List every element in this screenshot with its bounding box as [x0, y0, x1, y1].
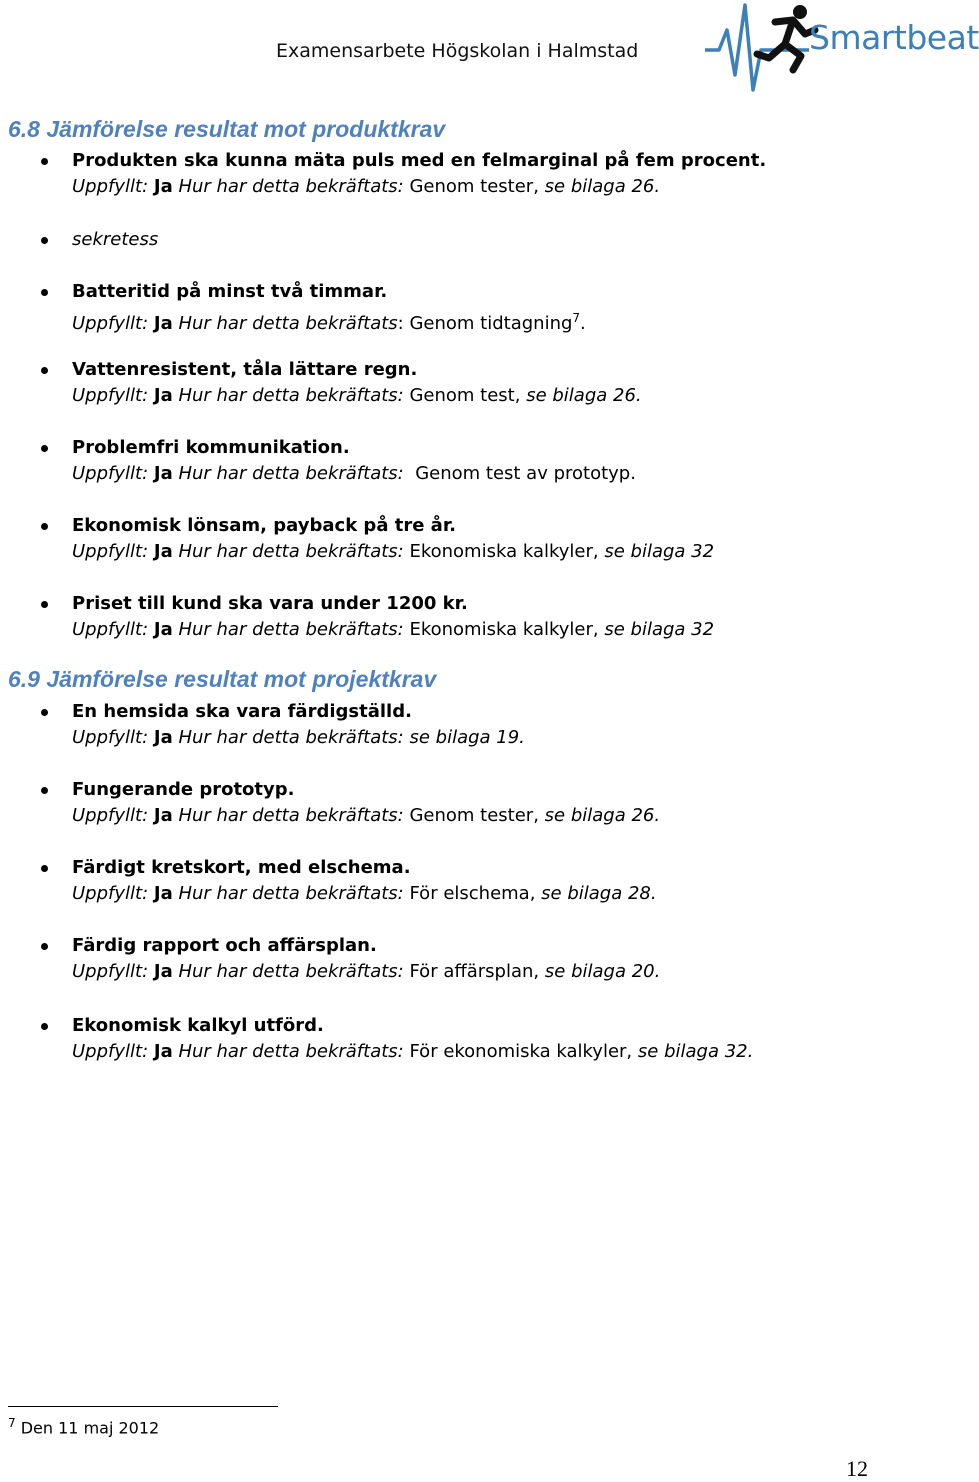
verification-line: Uppfyllt: Ja Hur har detta bekräftats: Genom tester, se bilaga 26. [72, 176, 661, 197]
footnote-mark: 7 [572, 311, 581, 325]
bullet-icon [41, 865, 48, 872]
verification-line: Uppfyllt: Ja Hur har detta bekräftats: Genom test av prototyp. [72, 463, 636, 484]
bullet-icon [41, 158, 48, 165]
verification-line: Uppfyllt: Ja Hur har detta bekräftats: Genom tester, se bilaga 26. [72, 805, 661, 826]
bullet-icon [41, 787, 48, 794]
requirement-title: Produkten ska kunna mäta puls med en felmarginal på fem procent. [72, 150, 767, 171]
requirement-title: Priset till kund ska vara under 1200 kr. [72, 593, 468, 614]
section-heading-6-8: 6.8 Jämförelse resultat mot produktkrav [8, 116, 446, 142]
bullet-icon [41, 709, 48, 716]
list-item [72, 148, 766, 200]
footnote-text: Den 11 maj 2012 [20, 1418, 160, 1438]
list-item [72, 357, 642, 409]
verification-line: Uppfyllt: Ja Hur har detta bekräftats: Genom tidtagning$^7$. [72, 311, 586, 334]
verification-line: Uppfyllt: Ja Hur har detta bekräftats: Ekonomiska kalkyler, se bilaga 32 [72, 619, 715, 640]
verification-line: Uppfyllt: Ja Hur har detta bekräftats: För elschema, se bilaga 28. [72, 883, 657, 904]
list-item [72, 435, 636, 487]
section-heading-6-9: 6.9 Jämförelse resultat mot projektkrav [8, 666, 437, 692]
requirement-title: Ekonomisk kalkyl utförd. [72, 1015, 324, 1036]
requirement-title: Fungerande prototyp. [72, 779, 295, 800]
verification-line: Uppfyllt: Ja Hur har detta bekräftats: För affärsplan, se bilaga 20. [72, 961, 661, 982]
list-item [72, 855, 657, 907]
requirement-title: Vattenresistent, tåla lättare regn. [72, 359, 418, 380]
list-item [72, 227, 158, 253]
requirement-title: Färdig rapport och affärsplan. [72, 935, 377, 956]
list-item [72, 1013, 753, 1065]
bullet-icon [41, 289, 48, 296]
requirement-title: Batteritid på minst två timmar. [72, 281, 388, 302]
list-item [72, 933, 660, 985]
footnote [8, 1416, 159, 1437]
logo-text: Smartbeat [809, 18, 979, 57]
bullet-icon [41, 601, 48, 608]
bullet-icon [41, 367, 48, 374]
bullet-icon [41, 1023, 48, 1030]
footnote-separator [8, 1406, 278, 1407]
requirement-title: sekretess [72, 229, 159, 250]
requirement-title: Ekonomisk lönsam, payback på tre år. [72, 515, 456, 536]
list-item [72, 777, 660, 829]
footnote-mark: 7 [8, 1416, 16, 1430]
bullet-icon [41, 523, 48, 530]
bullet-icon [41, 943, 48, 950]
list-item [72, 513, 714, 565]
list-item [72, 591, 714, 643]
header-institution: Examensarbete Högskolan i Halmstad [276, 40, 639, 62]
verification-line: Uppfyllt: Ja Hur har detta bekräftats: Genom test, se bilaga 26. [72, 385, 642, 406]
verification-line: Uppfyllt: Ja Hur har detta bekräftats: För ekonomiska kalkyler, se bilaga 32. [72, 1041, 754, 1062]
list-item [72, 699, 525, 751]
bullet-icon [41, 237, 48, 244]
verification-line: Uppfyllt: Ja Hur har detta bekräftats: Ekonomiska kalkyler, se bilaga 32 [72, 541, 715, 562]
requirement-title: En hemsida ska vara färdigställd. [72, 701, 412, 722]
requirement-title: Färdigt kretskort, med elschema. [72, 857, 411, 878]
list-item [72, 279, 586, 337]
requirement-title: Problemfri kommunikation. [72, 437, 350, 458]
bullet-icon [41, 445, 48, 452]
verification-line: Uppfyllt: Ja Hur har detta bekräftats: se bilaga 19. [72, 727, 525, 748]
smartbeat-logo [705, 0, 979, 96]
page-number: 12 [846, 1456, 868, 1481]
